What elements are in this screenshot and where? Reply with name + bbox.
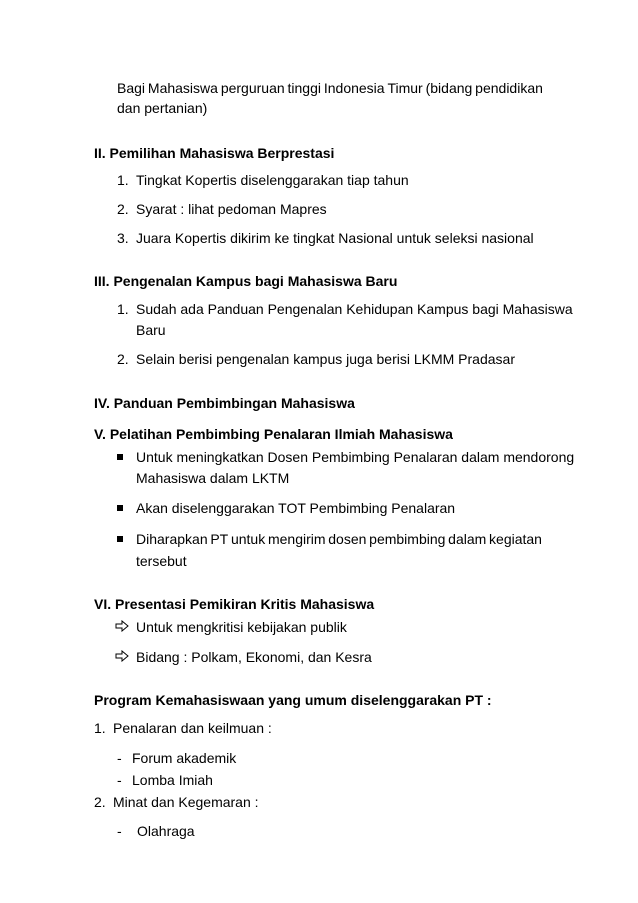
section-heading-6: VI. Presentasi Pemikiran Kritis Mahasiswa bbox=[94, 596, 375, 612]
list-item-text: Syarat : lihat pedoman Mapres bbox=[136, 201, 327, 217]
program-group-title: Minat dan Kegemaran : bbox=[113, 794, 259, 810]
program-sub-item: Lomba Imiah bbox=[132, 772, 213, 788]
program-group-number: 2. bbox=[94, 794, 106, 810]
dash-marker: - bbox=[117, 750, 122, 766]
list-item-text: Sudah ada Panduan Pengenalan Kehidupan Kampus bagi Mahasiswa bbox=[136, 301, 573, 317]
program-group-number: 1. bbox=[94, 720, 106, 736]
square-bullet-icon bbox=[117, 536, 123, 542]
intro-word: tinggi bbox=[287, 80, 321, 96]
bullet-item-text-cont: Mahasiswa dalam LKTM bbox=[136, 470, 290, 486]
list-number: 2. bbox=[117, 351, 129, 367]
bullet-item-text: Akan diselenggarakan TOT Pembimbing Penalaran bbox=[136, 500, 456, 516]
list-item-text: Tingkat Kopertis diselenggarakan tiap tahun bbox=[136, 172, 409, 188]
bullet-word: mengirim bbox=[267, 531, 326, 547]
list-item-text-cont: Baru bbox=[136, 322, 166, 338]
bullet-item-text: Untuk meningkatkan Dosen Pembimbing Penalaran dalam mendorong bbox=[136, 449, 575, 465]
program-sub-item: Forum akademik bbox=[132, 750, 237, 766]
section-heading-3: III. Pengenalan Kampus bagi Mahasiswa Baru bbox=[94, 273, 398, 289]
intro-line-2: dan pertanian) bbox=[117, 100, 208, 116]
program-heading: Program Kemahasiswaan yang umum diselenggarakan PT : bbox=[94, 692, 492, 708]
program-group-title: Penalaran dan keilmuan : bbox=[113, 720, 272, 736]
intro-word: perguruan bbox=[220, 80, 285, 96]
bullet-word: PT bbox=[210, 531, 229, 547]
intro-word: Mahasiswa bbox=[147, 80, 218, 96]
dash-marker: - bbox=[117, 772, 122, 788]
section-heading-2: II. Pemilihan Mahasiswa Berprestasi bbox=[94, 145, 335, 161]
list-number: 1. bbox=[117, 301, 129, 317]
dash-marker: - bbox=[117, 823, 122, 839]
intro-word: pendidikan bbox=[475, 80, 543, 96]
section-heading-4: IV. Panduan Pembimbingan Mahasiswa bbox=[94, 395, 355, 411]
square-bullet-icon bbox=[117, 505, 123, 511]
arrow-right-icon bbox=[115, 620, 129, 632]
bullet-word: dalam bbox=[448, 531, 487, 547]
program-sub-item: Olahraga bbox=[137, 823, 195, 839]
bullet-word: untuk bbox=[230, 531, 266, 547]
list-number: 3. bbox=[117, 230, 129, 246]
list-item-text: Juara Kopertis dikirim ke tingkat Nasional untuk seleksi nasional bbox=[136, 230, 534, 246]
list-number: 1. bbox=[117, 172, 129, 188]
intro-line-1 bbox=[117, 80, 543, 96]
bullet-item-justified bbox=[136, 531, 542, 547]
intro-word: Bagi bbox=[117, 80, 146, 96]
bullet-word: dosen bbox=[328, 531, 367, 547]
bullet-word: Diharapkan bbox=[136, 531, 208, 547]
section-heading-5: V. Pelatihan Pembimbing Penalaran Ilmiah Mahasiswa bbox=[94, 426, 453, 442]
arrow-right-icon bbox=[115, 650, 129, 662]
square-bullet-icon bbox=[117, 454, 123, 460]
bullet-word: pembimbing bbox=[369, 531, 446, 547]
bullet-word: kegiatan bbox=[489, 531, 542, 547]
arrow-item-text: Bidang : Polkam, Ekonomi, dan Kesra bbox=[136, 649, 372, 665]
arrow-item-text: Untuk mengkritisi kebijakan publik bbox=[136, 619, 347, 635]
intro-word: Timur bbox=[387, 80, 423, 96]
intro-word: Indonesia bbox=[323, 80, 385, 96]
list-number: 2. bbox=[117, 201, 129, 217]
intro-word: (bidang bbox=[425, 80, 473, 96]
list-item-text: Selain berisi pengenalan kampus juga berisi LKMM Pradasar bbox=[136, 351, 515, 367]
bullet-item-text-cont: tersebut bbox=[136, 553, 187, 569]
